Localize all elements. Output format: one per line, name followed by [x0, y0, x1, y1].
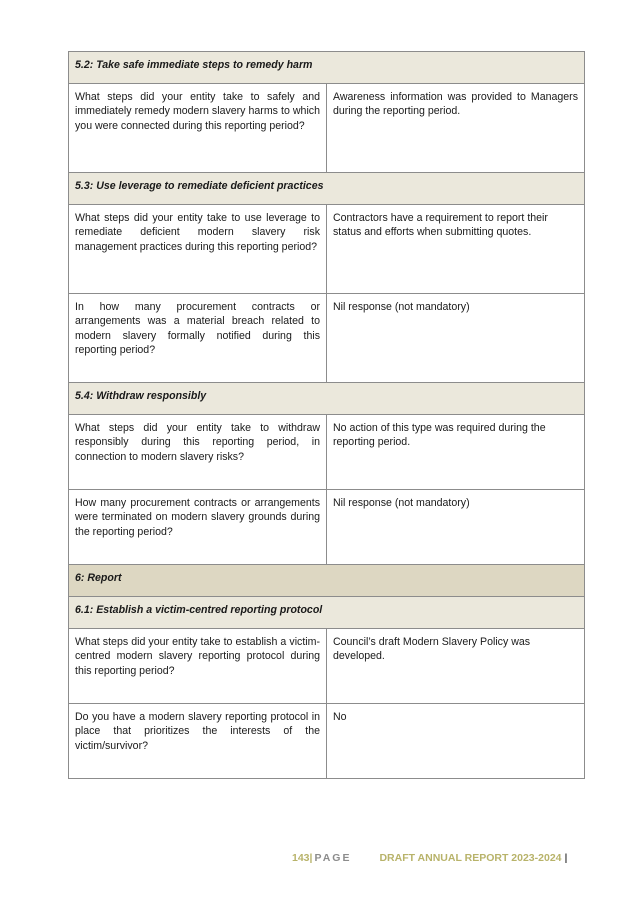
section-heading: 5.4: Withdraw responsibly	[69, 383, 585, 415]
question-cell: What steps did your entity take to safely and immediately remedy modern slavery harms to which you were connected during this reporting period?	[69, 84, 327, 173]
page-label: PAGE	[314, 852, 352, 864]
report-table	[68, 51, 585, 779]
table-row	[69, 629, 585, 704]
table-row	[69, 415, 585, 490]
question-cell: In how many procurement contracts or arrangements was a material breach related to modern slavery formally notified during this reporting period?	[69, 294, 327, 383]
footer-separator: |	[564, 852, 568, 864]
table-row	[69, 294, 585, 383]
answer-cell: No action of this type was required during the reporting period.	[327, 415, 585, 490]
answer-cell: Council’s draft Modern Slavery Policy was developed.	[327, 629, 585, 704]
answer-cell: Nil response (not mandatory)	[327, 294, 585, 383]
table-row	[69, 704, 585, 779]
question-cell: What steps did your entity take to use leverage to remediate deficient modern slavery risk management practices during this reporting period?	[69, 205, 327, 294]
answer-cell: Contractors have a requirement to report their status and efforts when submitting quotes.	[327, 205, 585, 294]
page-footer	[292, 852, 567, 864]
question-cell: Do you have a modern slavery reporting protocol in place that prioritizes the interests of the victim/survivor?	[69, 704, 327, 779]
table-row	[69, 205, 585, 294]
question-cell: What steps did your entity take to establish a victim-centred modern slavery reporting protocol during this reporting period?	[69, 629, 327, 704]
answer-cell: Awareness information was provided to Managers during the reporting period.	[327, 84, 585, 173]
report-title: DRAFT ANNUAL REPORT 2023-2024	[379, 852, 562, 864]
question-cell: How many procurement contracts or arrangements were terminated on modern slavery grounds during the reporting period?	[69, 490, 327, 565]
table-row	[69, 490, 585, 565]
section-heading: 5.2: Take safe immediate steps to remedy harm	[69, 52, 585, 84]
section-heading: 6.1: Establish a victim-centred reporting protocol	[69, 597, 585, 629]
question-cell: What steps did your entity take to withdraw responsibly during this reporting period, in connection to modern slavery risks?	[69, 415, 327, 490]
page-number: 143|	[292, 852, 313, 864]
section-heading: 5.3: Use leverage to remediate deficient practices	[69, 173, 585, 205]
table-row	[69, 84, 585, 173]
answer-cell: No	[327, 704, 585, 779]
major-section-heading: 6: Report	[69, 565, 585, 597]
answer-cell: Nil response (not mandatory)	[327, 490, 585, 565]
